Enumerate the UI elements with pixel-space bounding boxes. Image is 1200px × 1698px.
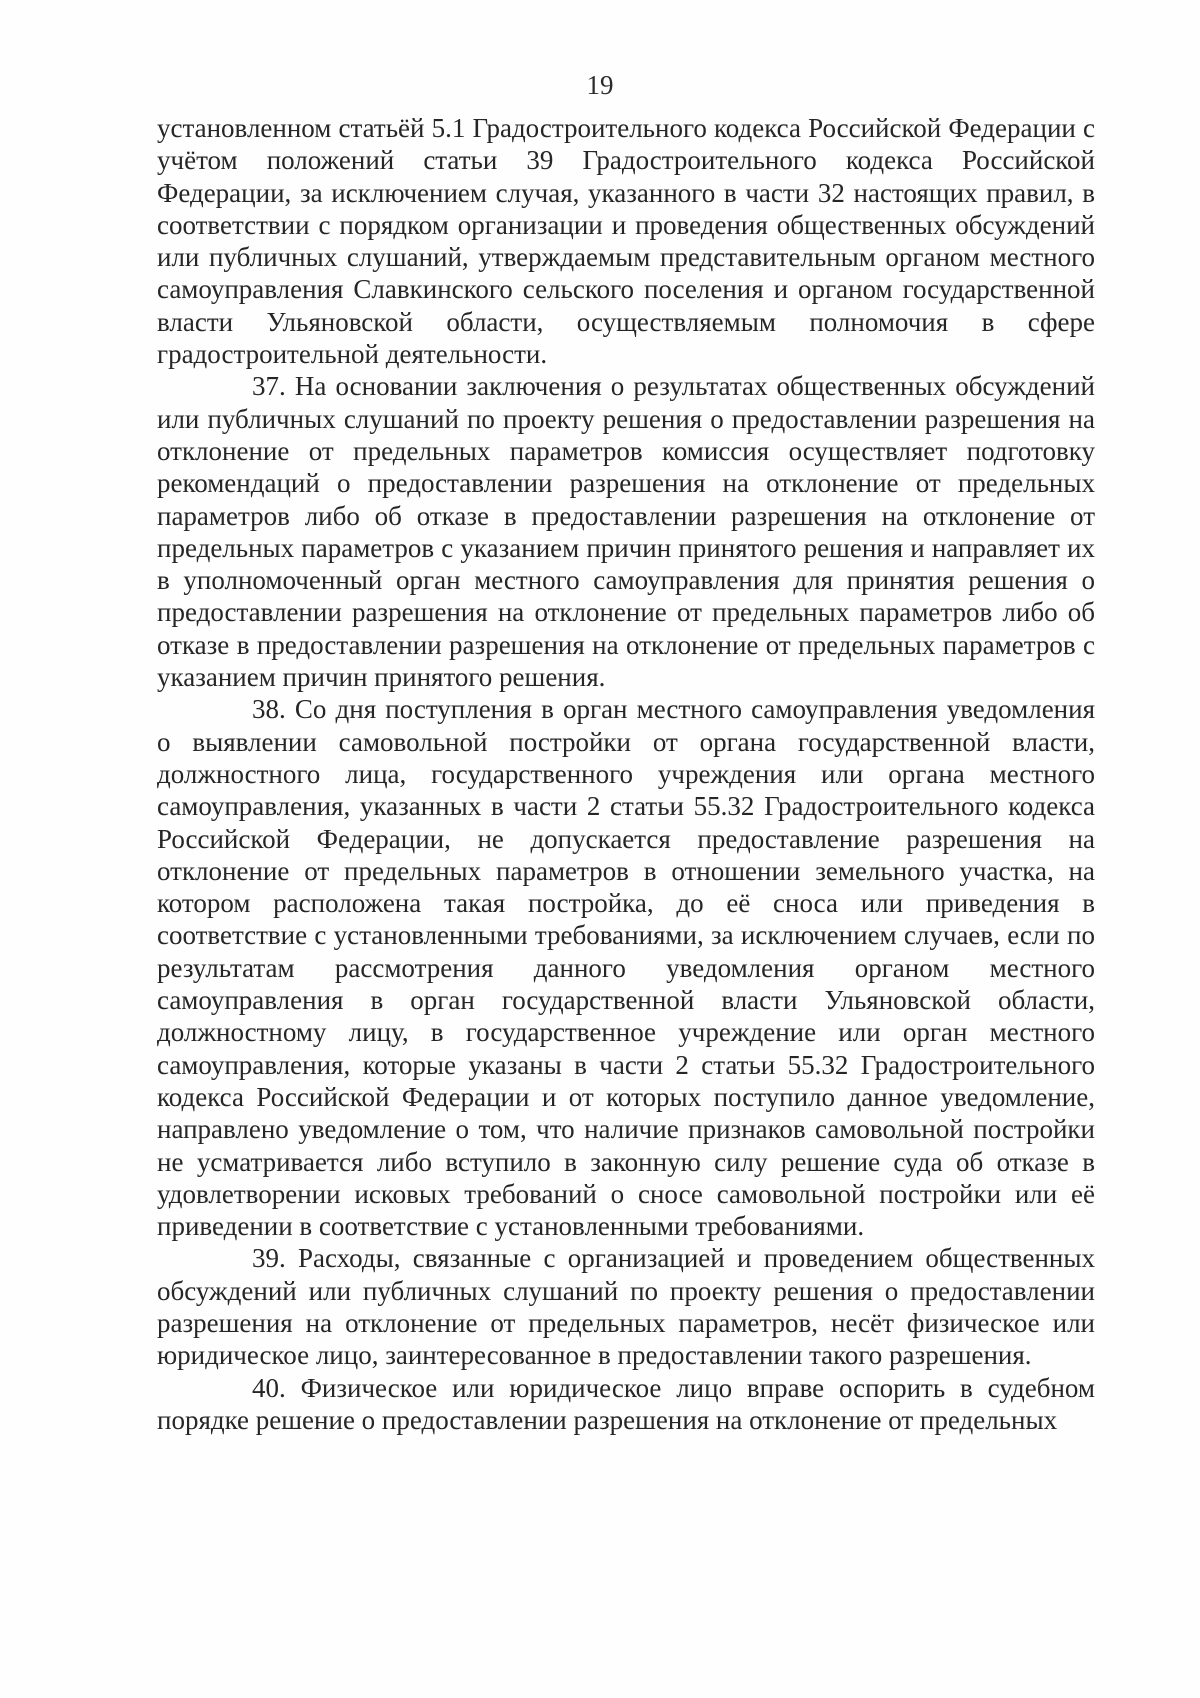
paragraph-39: 39. Расходы, связанные с организацией и проведением общественных обсуждений или публичных слушаний по проекту решения о предоставлении разрешения на отклонение от предельных параметров, несёт физическое или юридическое лицо, заинтересованное в предоставлении такого разрешения.: [157, 1243, 1095, 1371]
paragraph-37: 37. На основании заключения о результатах общественных обсуждений или публичных слушаний по проекту решения о предоставлении разрешения на отклонение от предельных параметров комиссия осуществляет подготовку рекомендаций о предоставлении разрешения на отклонение от предельных параметров либо об отказе в предоставлении разрешения на отклонение от предельных параметров с указанием причин принятого решения и направляет их в уполномоченный орган местного самоуправления для принятия решения о предоставлении разрешения на отклонение от предельных параметров либо об отказе в предоставлении разрешения на отклонение от предельных параметров с указанием причин принятого решения.: [157, 371, 1095, 693]
paragraph-40: 40. Физическое или юридическое лицо вправе оспорить в судебном порядке решение о предоставлении разрешения на отклонение от предельных: [157, 1372, 1095, 1435]
paragraph-continuation: установленном статьёй 5.1 Градостроительного кодекса Российской Федерации с учётом положений статьи 39 Градостроительного кодекса Российской Федерации, за исключением случая, указанного в части 32 настоящих правил, в соответствии с порядком организации и проведения общественных обсуждений или публичных слушаний, утверждаемым представительным органом местного самоуправления Славкинского сельского поселения и органом государственной власти Ульяновской области, осуществляемым полномочия в сфере градостроительной деятельности.: [157, 113, 1095, 370]
document-body: [157, 112, 1095, 1436]
page-number: 19: [586, 70, 614, 100]
paragraph-38: 38. Со дня поступления в орган местного самоуправления уведомления о выявлении самовольной постройки от органа государственной власти, должностного лица, государственного учреждения или органа местного самоуправления, указанных в части 2 статьи 55.32 Градостроительного кодекса Российской Федерации, не допускается предоставление разрешения на отклонение от предельных параметров в отношении земельного участка, на котором расположена такая постройка, до её сноса или приведения в соответствие с установленными требованиями, за исключением случаев, если по результатам рассмотрения данного уведомления органом местного самоуправления в орган государственной власти Ульяновской области, должностному лицу, в государственное учреждение или орган местного самоуправления, которые указаны в части 2 статьи 55.32 Градостроительного кодекса Российской Федерации и от которых поступило данное уведомление, направлено уведомление о том, что наличие признаков самовольной постройки не усматривается либо вступило в законную силу решение суда об отказе в удовлетворении исковых требований о сносе самовольной постройки или её приведении в соответствие с установленными требованиями.: [157, 694, 1095, 1242]
